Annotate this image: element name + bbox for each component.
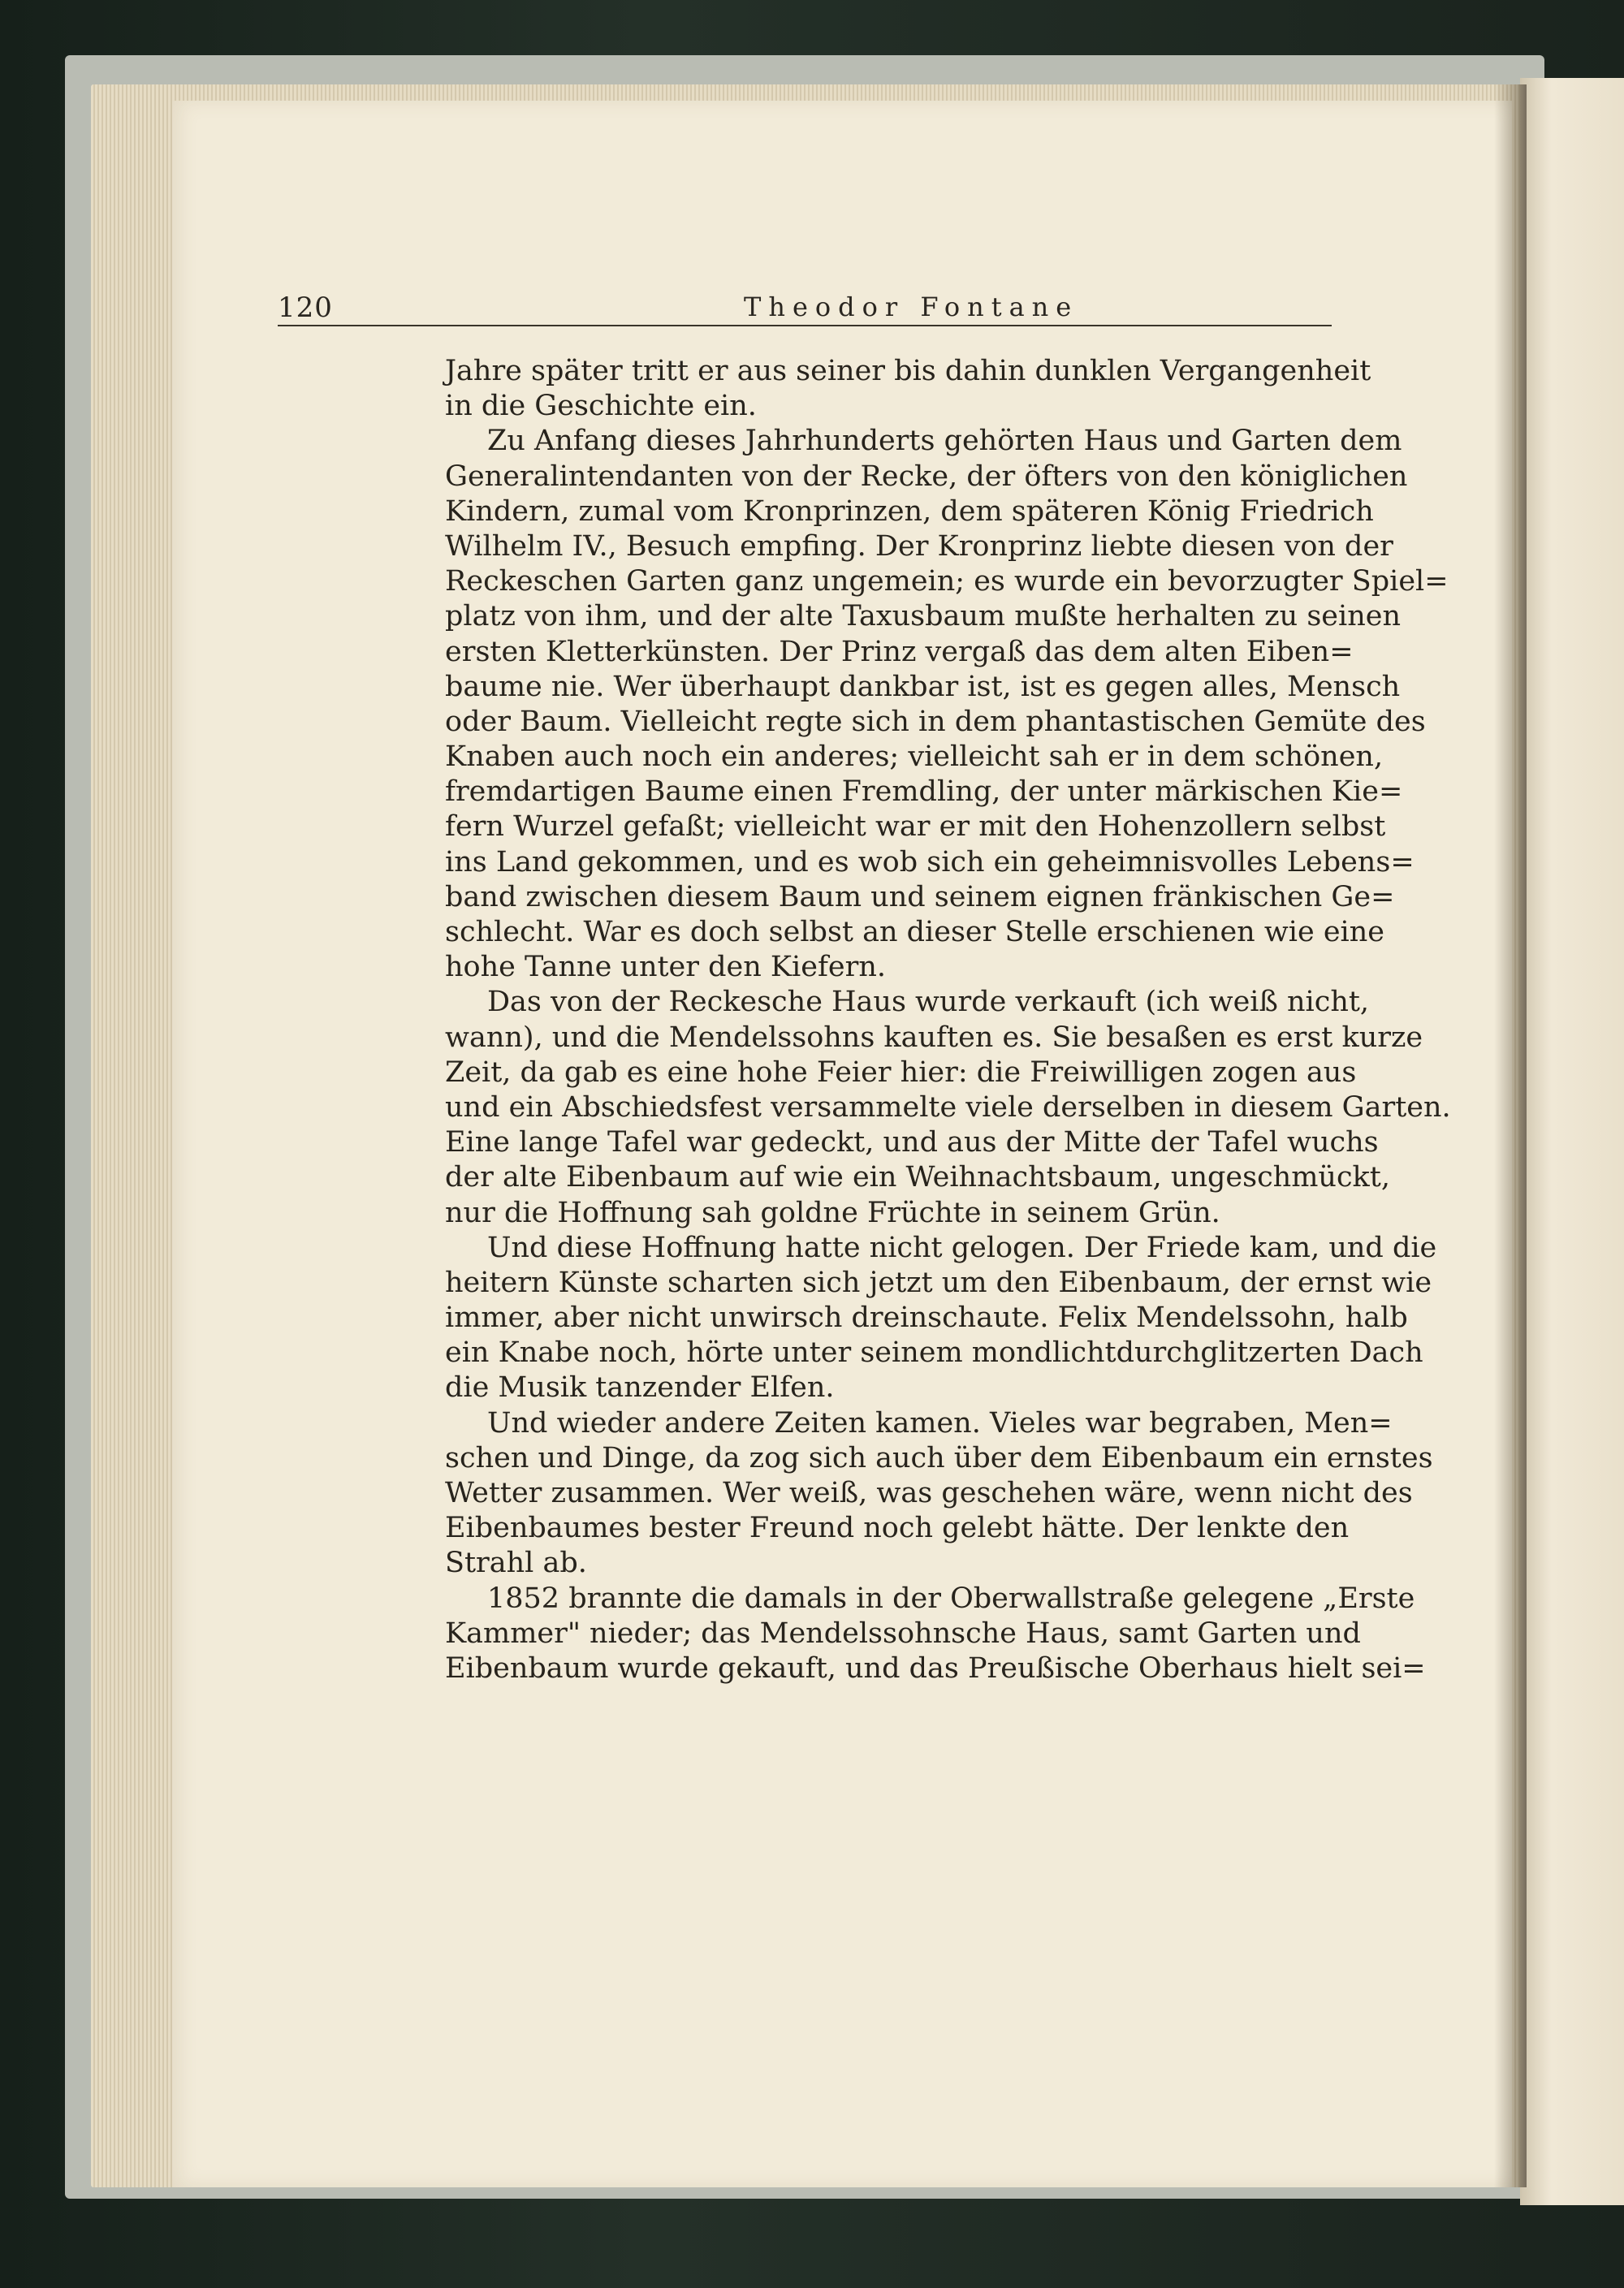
text-line: Zeit, da gab es eine hohe Feier hier: die Freiwilligen zogen aus bbox=[445, 1056, 1357, 1089]
text-line: und ein Abschiedsfest versammelte viele derselben in diesem Garten. bbox=[445, 1090, 1451, 1124]
text-line: fern Wurzel gefaßt; vielleicht war er mit den Hohenzollern selbst bbox=[445, 810, 1386, 844]
header-rule bbox=[278, 325, 1332, 326]
text-line: Wilhelm IV., Besuch empfing. Der Kronprinz liebte diesen von der bbox=[445, 529, 1393, 563]
text-line: ins Land gekommen, und es wob sich ein geheimnisvolles Lebens= bbox=[445, 845, 1415, 879]
text-line: schlecht. War es doch selbst an dieser Stelle erschienen wie eine bbox=[445, 916, 1384, 948]
gutter-shadow bbox=[1494, 84, 1527, 2187]
text-line: ein Knabe noch, hörte unter seinem mondlichtdurchglitzerten Dach bbox=[445, 1336, 1423, 1370]
text-line: Kammer" nieder; das Mendelssohnsche Haus, samt Garten und bbox=[445, 1617, 1361, 1650]
text-line: Eibenbaum wurde gekauft, und das Preußische Oberhaus hielt sei= bbox=[445, 1651, 1426, 1685]
page-header bbox=[278, 288, 1333, 329]
paragraph bbox=[445, 424, 1449, 985]
text-line: Generalintendanten von der Recke, der öfters von den königlichen bbox=[445, 460, 1408, 493]
text-line: Das von der Reckesche Haus wurde verkauft (ich weiß nicht, bbox=[487, 986, 1370, 1019]
text-line: Eibenbaumes bester Freund noch gelebt hätte. Der lenkte den bbox=[445, 1512, 1350, 1545]
text-line: baume nie. Wer überhaupt dankbar ist, ist es gegen alles, Mensch bbox=[445, 670, 1401, 703]
text-line: Reckeschen Garten ganz ungemein; es wurde ein bevorzugter Spiel= bbox=[445, 565, 1449, 598]
text-line: oder Baum. Vielleicht regte sich in dem phantastischen Gemüte des bbox=[445, 705, 1426, 738]
text-line: hohe Tanne unter den Kiefern. bbox=[445, 951, 887, 984]
text-line: 1852 brannte die damals in der Oberwallstraße gelegene „Erste bbox=[487, 1582, 1415, 1615]
body-text bbox=[445, 354, 1451, 1686]
text-line: Strahl ab. bbox=[445, 1547, 587, 1580]
text-line: Zu Anfang dieses Jahrhunderts gehörten Haus und Garten dem bbox=[487, 425, 1402, 458]
paragraph bbox=[445, 1582, 1426, 1687]
page-number: 120 bbox=[278, 291, 333, 324]
text-line: platz von ihm, und der alte Taxusbaum mußte herhalten zu seinen bbox=[445, 600, 1402, 633]
paragraph bbox=[445, 1406, 1433, 1582]
running-title: Theodor Fontane bbox=[744, 291, 1079, 322]
facing-page-edge bbox=[1520, 78, 1624, 2205]
paragraph bbox=[445, 985, 1451, 1230]
text-line: schen und Dinge, da zog sich auch über dem Eibenbaum ein ernstes bbox=[445, 1441, 1433, 1474]
text-line: Eine lange Tafel war gedeckt, und aus der Mitte der Tafel wuchs bbox=[445, 1126, 1379, 1159]
paragraph bbox=[445, 354, 1371, 424]
text-line: Wetter zusammen. Wer weiß, was geschehen wäre, wenn nicht des bbox=[445, 1477, 1413, 1509]
text-line: Knaben auch noch ein anderes; vielleicht sah er in dem schönen, bbox=[445, 740, 1384, 774]
text-line: heitern Künste scharten sich jetzt um den Eibenbaum, der ernst wie bbox=[445, 1266, 1432, 1299]
paragraph bbox=[445, 1231, 1437, 1406]
text-line: ersten Kletterkünsten. Der Prinz vergaß das dem alten Eiben= bbox=[445, 635, 1354, 668]
text-line: Jahre später tritt er aus seiner bis dahin dunklen Vergangenheit bbox=[445, 355, 1371, 387]
text-line: der alte Eibenbaum auf wie ein Weihnachtsbaum, ungeschmückt, bbox=[445, 1161, 1390, 1194]
text-line: nur die Hoffnung sah goldne Früchte in seinem Grün. bbox=[445, 1196, 1220, 1229]
text-line: Und wieder andere Zeiten kamen. Vieles war begraben, Men= bbox=[487, 1406, 1393, 1440]
text-line: wann), und die Mendelssohns kauften es. Sie besaßen es erst kurze bbox=[445, 1021, 1423, 1054]
text-line: die Musik tanzender Elfen. bbox=[445, 1371, 835, 1405]
text-line: band zwischen diesem Baum und seinem eignen fränkischen Ge= bbox=[445, 880, 1395, 913]
text-line: Und diese Hoffnung hatte nicht gelogen. Der Friede kam, und die bbox=[487, 1231, 1437, 1264]
text-line: Kindern, zumal vom Kronprinzen, dem späteren König Friedrich bbox=[445, 494, 1374, 528]
text-line: in die Geschichte ein. bbox=[445, 390, 757, 423]
text-line: fremdartigen Baume einen Fremdling, der unter märkischen Kie= bbox=[445, 775, 1403, 809]
text-line: immer, aber nicht unwirsch dreinschaute. Felix Mendelssohn, halb bbox=[445, 1302, 1408, 1335]
